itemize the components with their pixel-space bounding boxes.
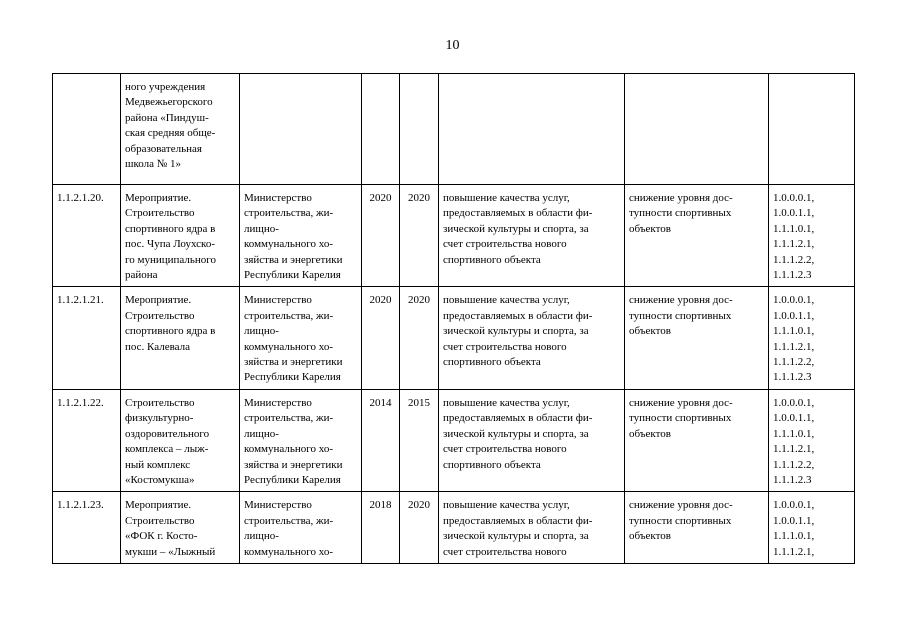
start-year-cell (362, 74, 400, 185)
cell-text-line: тупности спортивных (629, 412, 732, 425)
cell-text-line: Министерство (244, 396, 312, 409)
cell-text-line: предоставляемых в области фи- (443, 207, 593, 220)
cell-text-line: счет строительства нового (443, 545, 567, 558)
cell-text-line: физкультурно- (125, 412, 194, 425)
activity-number-cell: 1.1.2.1.21. (53, 287, 121, 389)
cell-text-line: 1.1.1.2.2, (773, 458, 815, 471)
start-year-cell: 2020 (362, 185, 400, 287)
cell-text-line: счет строительства нового (443, 340, 567, 353)
start-year-cell: 2018 (362, 492, 400, 564)
cell-text-line: спортивного ядра в (125, 325, 216, 338)
cell-text-line: спортивного объекта (443, 458, 541, 471)
cell-text-line: предоставляемых в области фи- (443, 309, 593, 322)
end-year-cell: 2020 (400, 287, 439, 389)
cell-text-line: 1.0.0.0.1, (773, 499, 815, 512)
cell-text-line: 1.0.0.1.1, (773, 514, 815, 527)
program-activities-table (52, 73, 855, 564)
start-year-cell: 2014 (362, 389, 400, 491)
cell-text-line: лищно- (244, 530, 279, 543)
cell-text-line: ного учреждения (125, 81, 206, 93)
cell-text-line: коммунального хо- (244, 545, 333, 558)
non-implementation-effect-cell (625, 389, 769, 491)
cell-text-line: лищно- (244, 222, 279, 235)
table-row (53, 389, 855, 491)
cell-text-line: школа № 1» (125, 158, 181, 171)
cell-text-line: оздоровительного (125, 427, 210, 440)
cell-text-line: тупности спортивных (629, 309, 732, 322)
cell-text-line: повышение качества услуг, (443, 192, 570, 204)
cell-text-line: 1.0.0.0.1, (773, 192, 815, 204)
indicators-cell (769, 389, 855, 491)
cell-text-line: Строительство (125, 207, 195, 220)
end-year-cell: 2020 (400, 492, 439, 564)
cell-text-line: 1.1.1.2.1, (773, 443, 815, 456)
indicators-cell (769, 74, 855, 185)
cell-text-line: 1.0.0.0.1, (773, 294, 815, 307)
cell-text-line: 1.1.1.2.3 (773, 371, 812, 384)
cell-text-line: спортивного объекта (443, 356, 541, 369)
cell-text-line: зической культуры и спорта, за (443, 530, 589, 543)
cell-text-line: 1.1.1.2.2, (773, 356, 815, 369)
cell-text-line: лищно- (244, 427, 279, 440)
table-row (53, 287, 855, 389)
cell-text-line: Республики Карелия (244, 269, 341, 282)
cell-text-line: пос. Чупа Лоухско- (125, 238, 215, 251)
table-row (53, 185, 855, 287)
cell-text-line: Строительство (125, 396, 195, 409)
activity-number-cell: 1.1.2.1.20. (53, 185, 121, 287)
cell-text-line: «Костомукша» (125, 473, 195, 486)
cell-text-line: коммунального хо- (244, 340, 333, 353)
cell-text-line: Медвежьегорского (125, 96, 213, 109)
table-row (53, 492, 855, 564)
expected-result-cell (439, 492, 625, 564)
non-implementation-effect-cell (625, 287, 769, 389)
cell-text-line: снижение уровня дос- (629, 294, 733, 307)
activity-name-cell (121, 185, 240, 287)
cell-text-line: снижение уровня дос- (629, 192, 733, 204)
executor-cell (240, 492, 362, 564)
expected-result-cell (439, 185, 625, 287)
cell-text-line: счет строительства нового (443, 443, 567, 456)
activity-name-cell (121, 389, 240, 491)
cell-text-line: 1.1.1.2.3 (773, 473, 812, 486)
activity-number-cell: 1.1.2.1.23. (53, 492, 121, 564)
cell-text-line: спортивного объекта (443, 253, 541, 266)
non-implementation-effect-cell (625, 74, 769, 185)
activity-number-cell: 1.1.2.1.22. (53, 389, 121, 491)
cell-text-line: 1.1.1.2.2, (773, 253, 815, 266)
cell-text-line: Мероприятие. (125, 294, 192, 307)
cell-text-line: повышение качества услуг, (443, 294, 570, 307)
cell-text-line: Мероприятие. (125, 192, 192, 204)
cell-text-line: зяйства и энергетики (244, 356, 343, 369)
indicators-cell (769, 492, 855, 564)
cell-text-line: строительства, жи- (244, 309, 334, 322)
cell-text-line: 1.0.0.1.1, (773, 309, 815, 322)
cell-text-line: зяйства и энергетики (244, 253, 343, 266)
cell-text-line: строительства, жи- (244, 514, 334, 527)
cell-text-line: тупности спортивных (629, 207, 732, 220)
cell-text-line: «ФОК г. Косто- (125, 530, 198, 543)
end-year-cell (400, 74, 439, 185)
executor-cell (240, 287, 362, 389)
cell-text-line: коммунального хо- (244, 238, 333, 251)
cell-text-line: района «Пиндуш- (125, 111, 209, 124)
executor-cell (240, 74, 362, 185)
cell-text-line: 1.1.1.0.1, (773, 530, 815, 543)
cell-text-line: Республики Карелия (244, 473, 341, 486)
cell-text-line: образовательная (125, 142, 202, 155)
table-row (53, 74, 855, 185)
cell-text-line: 1.0.0.0.1, (773, 396, 815, 409)
start-year-cell: 2020 (362, 287, 400, 389)
cell-text-line: Республики Карелия (244, 371, 341, 384)
cell-text-line: 1.1.1.2.1, (773, 340, 815, 353)
indicators-cell (769, 287, 855, 389)
cell-text-line: тупности спортивных (629, 514, 732, 527)
cell-text-line: 1.1.1.0.1, (773, 427, 815, 440)
activity-name-cell (121, 287, 240, 389)
cell-text-line: повышение качества услуг, (443, 499, 570, 512)
indicators-cell (769, 185, 855, 287)
cell-text-line: ный комплекс (125, 458, 191, 471)
cell-text-line: зической культуры и спорта, за (443, 325, 589, 338)
cell-text-line: Министерство (244, 192, 312, 204)
activity-number-cell (53, 74, 121, 185)
cell-text-line: мукши – «Лыжный (125, 545, 216, 558)
cell-text-line: строительства, жи- (244, 412, 334, 425)
cell-text-line: объектов (629, 530, 671, 543)
cell-text-line: ская средняя обще- (125, 127, 216, 140)
cell-text-line: зической культуры и спорта, за (443, 427, 589, 440)
executor-cell (240, 185, 362, 287)
cell-text-line: 1.1.1.2.1, (773, 545, 815, 558)
cell-text-line: предоставляемых в области фи- (443, 412, 593, 425)
cell-text-line: снижение уровня дос- (629, 396, 733, 409)
cell-text-line: зяйства и энергетики (244, 458, 343, 471)
cell-text-line: объектов (629, 427, 671, 440)
cell-text-line: снижение уровня дос- (629, 499, 733, 512)
cell-text-line: спортивного ядра в (125, 222, 216, 235)
cell-text-line: 1.1.1.0.1, (773, 325, 815, 338)
cell-text-line: го муниципального (125, 253, 216, 266)
cell-text-line: Строительство (125, 309, 195, 322)
cell-text-line: Министерство (244, 294, 312, 307)
cell-text-line: района (125, 269, 158, 282)
cell-text-line: 1.1.1.2.1, (773, 238, 815, 251)
cell-text-line: 1.0.0.1.1, (773, 412, 815, 425)
non-implementation-effect-cell (625, 492, 769, 564)
non-implementation-effect-cell (625, 185, 769, 287)
expected-result-cell (439, 287, 625, 389)
activity-name-cell (121, 492, 240, 564)
end-year-cell: 2020 (400, 185, 439, 287)
cell-text-line: повышение качества услуг, (443, 396, 570, 409)
cell-text-line: Мероприятие. (125, 499, 192, 512)
executor-cell (240, 389, 362, 491)
cell-text-line: Строительство (125, 514, 195, 527)
cell-text-line: строительства, жи- (244, 207, 334, 220)
cell-text-line: зической культуры и спорта, за (443, 222, 589, 235)
cell-text-line: коммунального хо- (244, 443, 333, 456)
cell-text-line: объектов (629, 325, 671, 338)
expected-result-cell (439, 389, 625, 491)
cell-text-line: лищно- (244, 325, 279, 338)
expected-result-cell (439, 74, 625, 185)
activity-name-cell (121, 74, 240, 185)
cell-text-line: комплекса – лыж- (125, 443, 209, 456)
cell-text-line: предоставляемых в области фи- (443, 514, 593, 527)
page-number: 10 (445, 38, 460, 53)
cell-text-line: Министерство (244, 499, 312, 512)
cell-text-line: 1.1.1.2.3 (773, 269, 812, 282)
cell-text-line: пос. Калевала (125, 340, 190, 353)
cell-text-line: 1.1.1.0.1, (773, 222, 815, 235)
cell-text-line: 1.0.0.1.1, (773, 207, 815, 220)
cell-text-line: объектов (629, 222, 671, 235)
end-year-cell: 2015 (400, 389, 439, 491)
cell-text-line: счет строительства нового (443, 238, 567, 251)
